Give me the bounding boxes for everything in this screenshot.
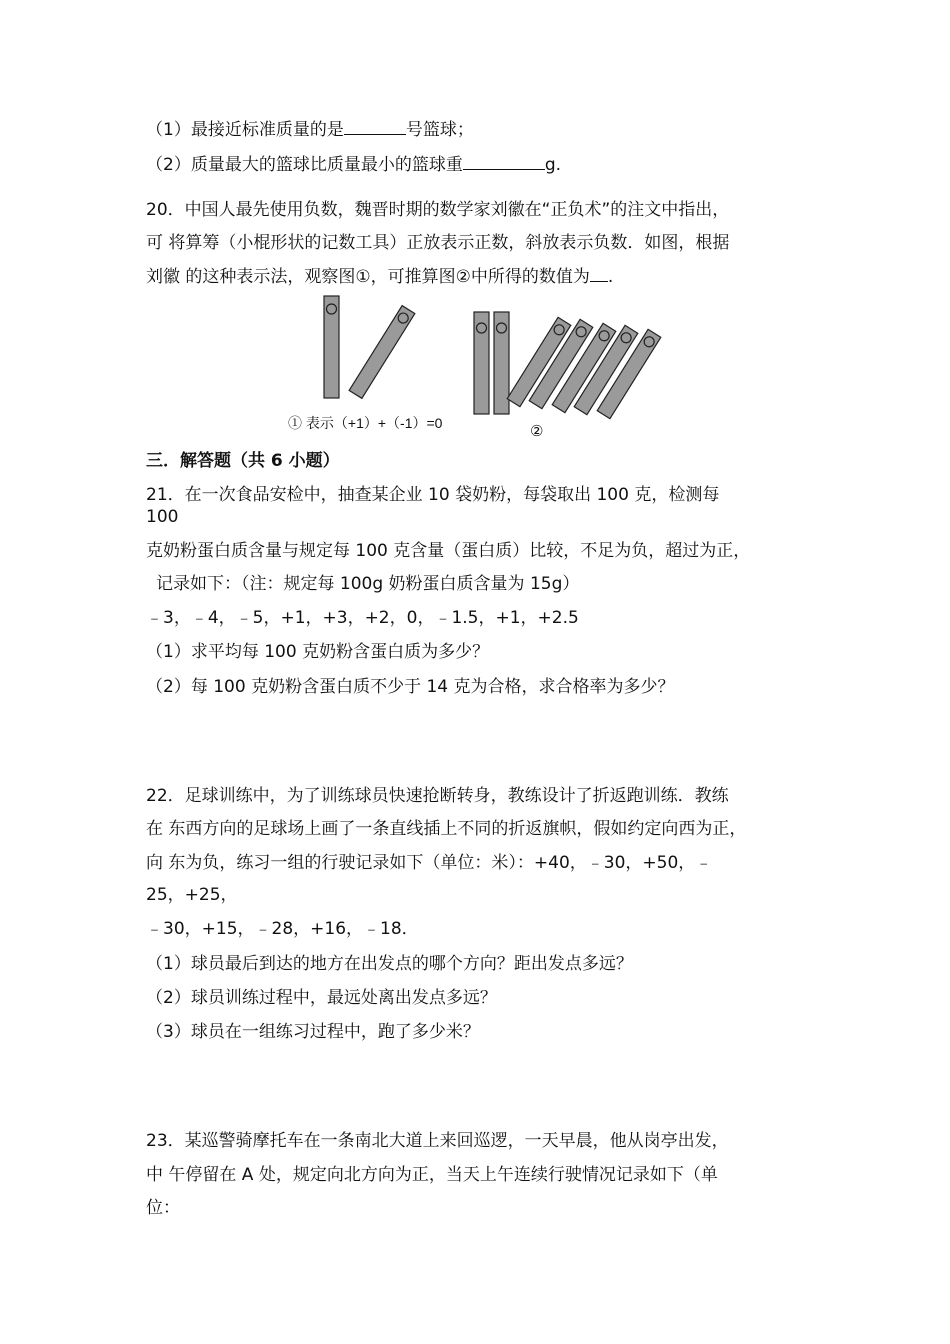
q19-sub1-text: （1）最接近标准质量的是 bbox=[146, 120, 344, 140]
q21-sub1: （1）求平均每 100 克奶粉含蛋白质为多少？ bbox=[146, 642, 490, 662]
q21-line4: 记录如下：（注：规定每 100g 奶粉蛋白质含量为 15g） bbox=[156, 574, 580, 594]
answer-blank bbox=[590, 265, 608, 282]
q23-line2: 中 午停留在 A 处，规定向北方向为正，当天上午连续行驶情况记录如下（单 bbox=[146, 1165, 718, 1185]
q19-sub2 bbox=[146, 153, 561, 176]
upright-rod bbox=[324, 296, 339, 398]
q21-sub2: （2）每 100 克奶粉含蛋白质不少于 14 克为合格，求合格率为多少？ bbox=[146, 677, 675, 697]
q19-sub2-text: （2）质量最大的篮球比质量最小的篮球重 bbox=[146, 155, 463, 175]
q22-sub1: （1）球员最后到达的地方在出发点的哪个方向？距出发点多远？ bbox=[146, 954, 633, 974]
counting-rods-figure bbox=[280, 292, 680, 442]
q23-line3: 位： bbox=[146, 1198, 180, 1218]
figure2-label: ② bbox=[530, 423, 544, 440]
q22-sub3: （3）球员在一组练习过程中，跑了多少米？ bbox=[146, 1022, 480, 1042]
q22-line1: 22．足球训练中，为了训练球员快速抢断转身，教练设计了折返跑训练．教练 bbox=[146, 786, 729, 806]
q21-line3: 克奶粉蛋白质含量与规定每 100 克含量（蛋白质）比较，不足为负，超过为正， bbox=[146, 541, 751, 561]
q21-line1: 21．在一次食品安检中，抽查某企业 10 袋奶粉，每袋取出 100 克，检测每 bbox=[146, 485, 720, 505]
q22-sub2: （2）球员训练过程中，最远处离出发点多远？ bbox=[146, 988, 497, 1008]
answer-blank bbox=[463, 153, 545, 170]
q21-data-values: ﹣3，﹣4，﹣5，+1，+3，+2，0，﹣1.5，+1，+2.5 bbox=[146, 608, 579, 628]
q22-line2: 在 东西方向的足球场上画了一条直线插上不同的折返旗帜，假如约定向西为正， bbox=[146, 819, 747, 839]
figure1-label: ① 表示（+1）+（-1）=0 bbox=[288, 415, 443, 431]
q19-sub1-suffix: 号篮球； bbox=[405, 120, 474, 140]
section-heading: 三．解答题（共 6 小题） bbox=[146, 451, 340, 471]
q21-line2: 100 bbox=[146, 507, 179, 527]
q20-line3-suffix: . bbox=[607, 267, 614, 287]
q22-line4: 25，+25， bbox=[146, 885, 238, 905]
upright-rod bbox=[474, 312, 489, 414]
answer-blank bbox=[344, 118, 406, 135]
q20-line2: 可 将算筹（小棍形状的记数工具）正放表示正数，斜放表示负数．如图，根据 bbox=[146, 233, 730, 253]
q20-line3 bbox=[146, 265, 613, 288]
q22-line3: 向 东为负，练习一组的行驶记录如下（单位：米）：+40，﹣30，+50，﹣ bbox=[146, 853, 713, 873]
q19-sub1 bbox=[146, 118, 474, 141]
q19-sub2-suffix: g. bbox=[544, 155, 562, 175]
q22-line5: ﹣30，+15，﹣28，+16，﹣18． bbox=[146, 919, 419, 939]
slanted-rod bbox=[349, 306, 415, 399]
q23-line1: 23．某巡警骑摩托车在一条南北大道上来回巡逻，一天早晨，他从岗亭出发， bbox=[146, 1131, 729, 1151]
q20-line3-text: 刘徽 的这种表示法，观察图①，可推算图②中所得的数值为 bbox=[146, 267, 590, 287]
q20-line1: 20．中国人最先使用负数，魏晋时期的数学家刘徽在“正负术”的注文中指出， bbox=[146, 200, 730, 220]
